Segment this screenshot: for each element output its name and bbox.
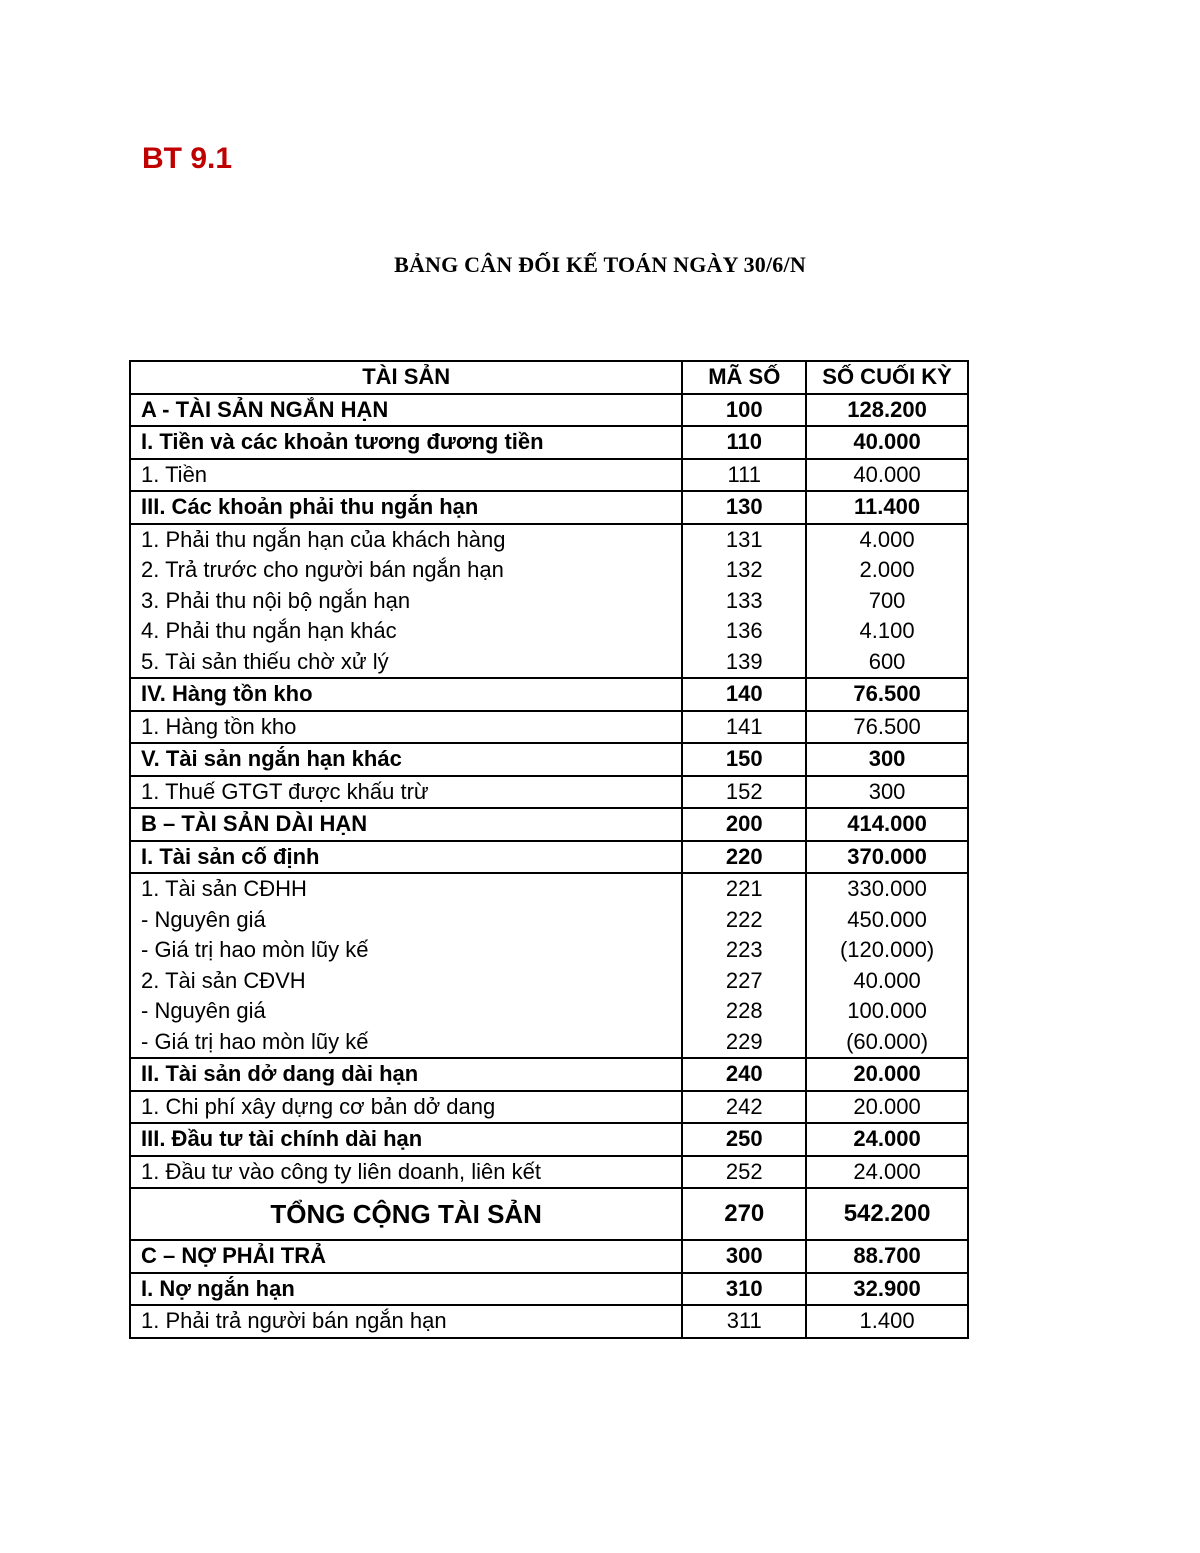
row-name: 1. Tiền <box>130 459 682 492</box>
row-name: IV. Hàng tồn kho <box>130 678 682 711</box>
row-code: 110 <box>682 426 806 459</box>
row-value: 300 <box>806 776 968 809</box>
table-row <box>130 966 968 997</box>
row-code: 133 <box>682 586 806 617</box>
row-code: 139 <box>682 647 806 679</box>
row-value: 40.000 <box>806 459 968 492</box>
header-assets: TÀI SẢN <box>130 361 682 394</box>
table-row <box>130 935 968 966</box>
row-value: 600 <box>806 647 968 679</box>
row-code: 200 <box>682 808 806 841</box>
row-name: C – NỢ PHẢI TRẢ <box>130 1240 682 1273</box>
row-name: V. Tài sản ngắn hạn khác <box>130 743 682 776</box>
row-name: 4. Phải thu ngắn hạn khác <box>130 616 682 647</box>
row-value: 20.000 <box>806 1058 968 1091</box>
table-row <box>130 905 968 936</box>
table-row <box>130 491 968 524</box>
row-name: I. Nợ ngắn hạn <box>130 1273 682 1306</box>
table-row <box>130 1123 968 1156</box>
header-ending-balance: SỐ CUỐI KỲ <box>806 361 968 394</box>
table-row <box>130 426 968 459</box>
row-value: 40.000 <box>806 426 968 459</box>
row-value: 370.000 <box>806 841 968 874</box>
row-name: - Nguyên giá <box>130 996 682 1027</box>
row-code: 310 <box>682 1273 806 1306</box>
row-code: 311 <box>682 1305 806 1338</box>
row-name: II. Tài sản dở dang dài hạn <box>130 1058 682 1091</box>
table-row <box>130 776 968 809</box>
table-row <box>130 743 968 776</box>
row-code: 240 <box>682 1058 806 1091</box>
row-value: 76.500 <box>806 678 968 711</box>
table-row <box>130 524 968 556</box>
balance-sheet-table <box>129 360 969 1339</box>
row-name: 1. Phải thu ngắn hạn của khách hàng <box>130 524 682 556</box>
table-row <box>130 808 968 841</box>
row-name: - Giá trị hao mòn lũy kế <box>130 1027 682 1059</box>
row-value: 450.000 <box>806 905 968 936</box>
table-row <box>130 555 968 586</box>
row-name: 3. Phải thu nội bộ ngắn hạn <box>130 586 682 617</box>
row-value: 88.700 <box>806 1240 968 1273</box>
row-code: 229 <box>682 1027 806 1059</box>
table-row <box>130 1091 968 1124</box>
row-code: 152 <box>682 776 806 809</box>
document-title: BẢNG CÂN ĐỐI KẾ TOÁN NGÀY 30/6/N <box>394 252 806 277</box>
row-name: 1. Tài sản CĐHH <box>130 873 682 905</box>
row-value: 24.000 <box>806 1156 968 1189</box>
row-value: 32.900 <box>806 1273 968 1306</box>
row-name: 1. Phải trả người bán ngắn hạn <box>130 1305 682 1338</box>
row-value: 300 <box>806 743 968 776</box>
row-value: 128.200 <box>806 394 968 427</box>
table-row <box>130 1273 968 1306</box>
row-code: 132 <box>682 555 806 586</box>
table-row <box>130 616 968 647</box>
row-code: 220 <box>682 841 806 874</box>
row-value: 100.000 <box>806 996 968 1027</box>
row-name: TỔNG CỘNG TÀI SẢN <box>130 1188 682 1240</box>
row-value: 4.000 <box>806 524 968 556</box>
row-value: 76.500 <box>806 711 968 744</box>
row-value: 1.400 <box>806 1305 968 1338</box>
row-value: 2.000 <box>806 555 968 586</box>
row-code: 131 <box>682 524 806 556</box>
row-value: (120.000) <box>806 935 968 966</box>
row-name: - Nguyên giá <box>130 905 682 936</box>
table-row <box>130 1305 968 1338</box>
row-value: 11.400 <box>806 491 968 524</box>
row-name: 1. Chi phí xây dựng cơ bản dở dang <box>130 1091 682 1124</box>
table-row <box>130 873 968 905</box>
row-value: 40.000 <box>806 966 968 997</box>
table-row <box>130 586 968 617</box>
row-code: 130 <box>682 491 806 524</box>
header-code: MÃ SỐ <box>682 361 806 394</box>
row-name: I. Tiền và các khoản tương đương tiền <box>130 426 682 459</box>
row-name: 1. Đầu tư vào công ty liên doanh, liên kết <box>130 1156 682 1189</box>
row-value: 542.200 <box>806 1188 968 1240</box>
row-code: 300 <box>682 1240 806 1273</box>
table-row <box>130 1027 968 1059</box>
row-code: 150 <box>682 743 806 776</box>
table-row <box>130 841 968 874</box>
row-name: 2. Tài sản CĐVH <box>130 966 682 997</box>
row-name: I. Tài sản cố định <box>130 841 682 874</box>
table-row <box>130 1156 968 1189</box>
row-name: 1. Hàng tồn kho <box>130 711 682 744</box>
row-code: 227 <box>682 966 806 997</box>
row-code: 223 <box>682 935 806 966</box>
table-header-row <box>130 361 968 394</box>
row-code: 136 <box>682 616 806 647</box>
row-value: 700 <box>806 586 968 617</box>
table-row <box>130 394 968 427</box>
table-row <box>130 459 968 492</box>
row-code: 250 <box>682 1123 806 1156</box>
row-code: 252 <box>682 1156 806 1189</box>
row-name: - Giá trị hao mòn lũy kế <box>130 935 682 966</box>
table-row <box>130 1188 968 1240</box>
row-name: III. Các khoản phải thu ngắn hạn <box>130 491 682 524</box>
row-code: 100 <box>682 394 806 427</box>
row-code: 270 <box>682 1188 806 1240</box>
row-value: 20.000 <box>806 1091 968 1124</box>
row-name: A - TÀI SẢN NGẮN HẠN <box>130 394 682 427</box>
row-name: 1. Thuế GTGT được khấu trừ <box>130 776 682 809</box>
table-row <box>130 647 968 679</box>
row-value: 414.000 <box>806 808 968 841</box>
row-code: 222 <box>682 905 806 936</box>
row-name: 2. Trả trước cho người bán ngắn hạn <box>130 555 682 586</box>
table-row <box>130 711 968 744</box>
table-row <box>130 1240 968 1273</box>
exercise-label: BT 9.1 <box>142 142 233 175</box>
table-row <box>130 678 968 711</box>
row-code: 221 <box>682 873 806 905</box>
row-code: 141 <box>682 711 806 744</box>
table-row <box>130 996 968 1027</box>
row-name: III. Đầu tư tài chính dài hạn <box>130 1123 682 1156</box>
row-code: 111 <box>682 459 806 492</box>
row-code: 228 <box>682 996 806 1027</box>
row-code: 242 <box>682 1091 806 1124</box>
row-name: B – TÀI SẢN DÀI HẠN <box>130 808 682 841</box>
row-name: 5. Tài sản thiếu chờ xử lý <box>130 647 682 679</box>
row-value: 330.000 <box>806 873 968 905</box>
row-code: 140 <box>682 678 806 711</box>
row-value: (60.000) <box>806 1027 968 1059</box>
row-value: 24.000 <box>806 1123 968 1156</box>
table-row <box>130 1058 968 1091</box>
row-value: 4.100 <box>806 616 968 647</box>
